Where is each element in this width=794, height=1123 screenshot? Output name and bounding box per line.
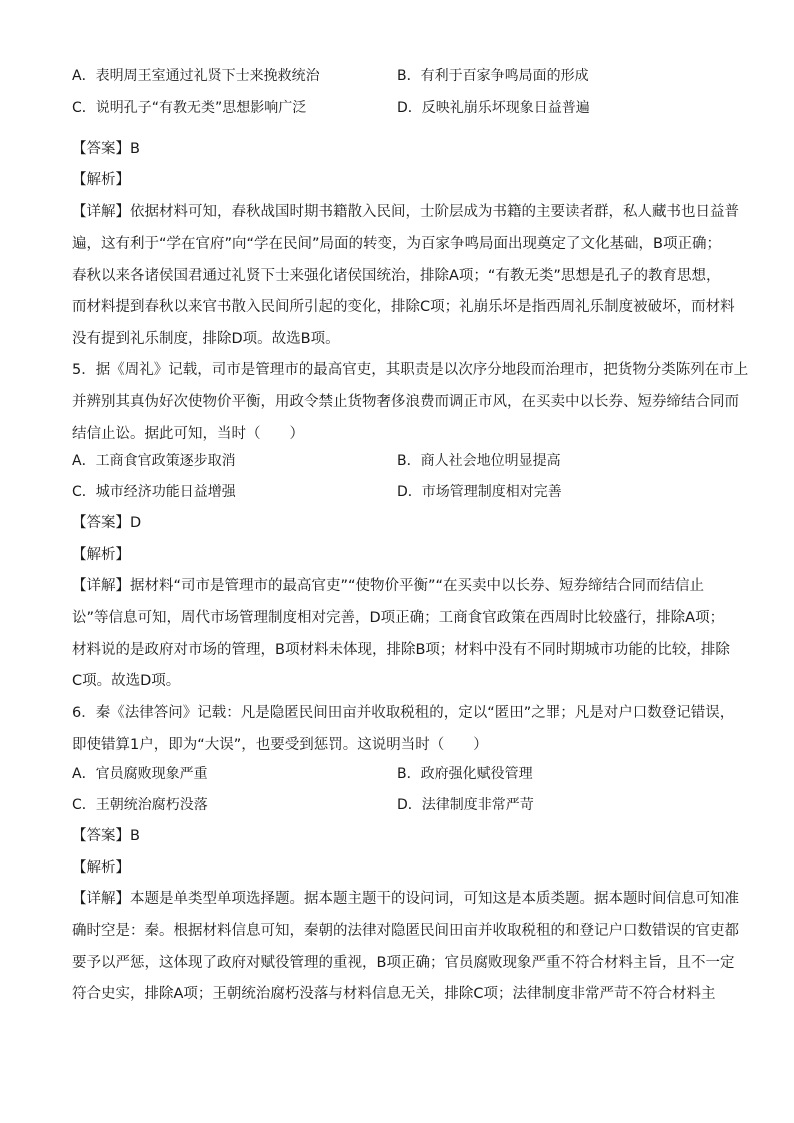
q6-detail-line: 符合史实，排除A项；王朝统治腐朽没落与材料信息无关，排除C项；法律制度非常严苛不符合材料主 (72, 986, 716, 1003)
q5-analysis-label: 【解析】 (72, 547, 130, 563)
q4-option-c: C．说明孔子“有教无类”思想影响广泛 (72, 100, 307, 116)
q4-analysis-label: 【解析】 (72, 172, 130, 188)
q6-option-d: D．法律制度非常严苛 (397, 797, 534, 813)
q4-detail-line: 【详解】依据材料可知，春秋战国时期书籍散入民间，士阶层成为书籍的主要读者群，私人藏书也日益普 (72, 204, 739, 220)
q5-option-c: C．城市经济功能日益增强 (72, 484, 236, 500)
q4-detail-line: 春秋以来各诸侯国君通过礼贤下士来强化诸侯国统治，排除A项；“有教无类”思想是孔子的教育思想， (72, 267, 721, 284)
q6-option-b: B．政府强化赋役管理 (397, 766, 533, 782)
q5-stem-line: 5．据《周礼》记载，司市是管理市的最高官吏，其职责是以次序分地段而治理市，把货物分类陈列在市上 (72, 362, 749, 378)
q4-option-b: B．有利于百家争鸣局面的形成 (397, 68, 589, 84)
q4-option-a: A．表明周王室通过礼贤下士来挽救统治 (72, 68, 320, 84)
q4-detail-line: 遍，这有利于“学在官府”向“学在民间”局面的转变，为百家争鸣局面出现奠定了文化基础，B项正确； (72, 235, 721, 252)
q5-option-b: B．商人社会地位明显提高 (397, 453, 561, 469)
q6-stem-line: 6．秦《法律答问》记载：凡是隐匿民间田亩并收取税租的，定以“匿田”之罪；凡是对户口数登记错误， (72, 705, 735, 721)
q5-detail-line: 讼”等信息可知，周代市场管理制度相对完善，D项正确；工商食官政策在西周时比较盛行，排除A项； (72, 609, 725, 626)
q5-detail (72, 576, 730, 703)
q4-detail (72, 202, 739, 361)
q6-detail-line: 要予以严惩，这体现了政府对赋役管理的重视，B项正确；官员腐败现象严重不符合材料主旨，且不一定 (72, 954, 735, 971)
q4-option-d: D．反映礼崩乐坏现象日益普遍 (397, 100, 590, 116)
q6-answer: 【答案】B (72, 828, 140, 844)
q4-detail-line: 没有提到礼乐制度，排除D项。故选B项。 (72, 331, 340, 348)
q5-stem-line: 结信止讼。据此可知，当时（ ） (72, 425, 304, 442)
q5-detail-line: 【详解】据材料“司市是管理市的最高官吏”“使物价平衡”“在买卖中以长券、短券缔结合同而结信止 (72, 578, 705, 594)
q5-detail-line: C项。故选D项。 (72, 673, 181, 690)
q5-option-d: D．市场管理制度相对完善 (397, 484, 562, 500)
q5-detail-line: 材料说的是政府对市场的管理，B项材料未体现，排除B项；材料中没有不同时期城市功能的比较，排除 (72, 641, 730, 658)
q5-option-a: A．工商食官政策逐步取消 (72, 453, 236, 469)
q5-stem-line: 并辨别其真伪好次使物价平衡，用政令禁止货物奢侈浪费而调正市风，在买卖中以长券、短券缔结合同而 (72, 393, 739, 410)
q6-detail-line: 【详解】本题是单类型单项选择题。据本题主题干的设问词，可知这是本质类题。据本题时间信息可知准 (72, 891, 739, 907)
q4-answer: 【答案】B (72, 141, 140, 157)
q4-detail-line: 而材料提到春秋以来官书散入民间所引起的变化，排除C项；礼崩乐坏是指西周礼乐制度被破坏，而材料 (72, 299, 735, 316)
q6-detail (72, 889, 739, 1016)
q6-option-c: C．王朝统治腐朽没落 (72, 797, 208, 813)
q6-stem (72, 703, 735, 767)
q5-stem (72, 360, 749, 455)
q6-analysis-label: 【解析】 (72, 860, 130, 876)
q6-option-a: A．官员腐败现象严重 (72, 766, 208, 782)
q6-detail-line: 确时空是：秦。根据材料信息可知，秦朝的法律对隐匿民间田亩并收取税租的和登记户口数错误的官吏都 (72, 922, 739, 939)
q5-answer: 【答案】D (72, 515, 142, 531)
q6-stem-line: 即使错算1户，即为“大误”，也要受到惩罚。这说明当时（ ） (72, 736, 488, 753)
